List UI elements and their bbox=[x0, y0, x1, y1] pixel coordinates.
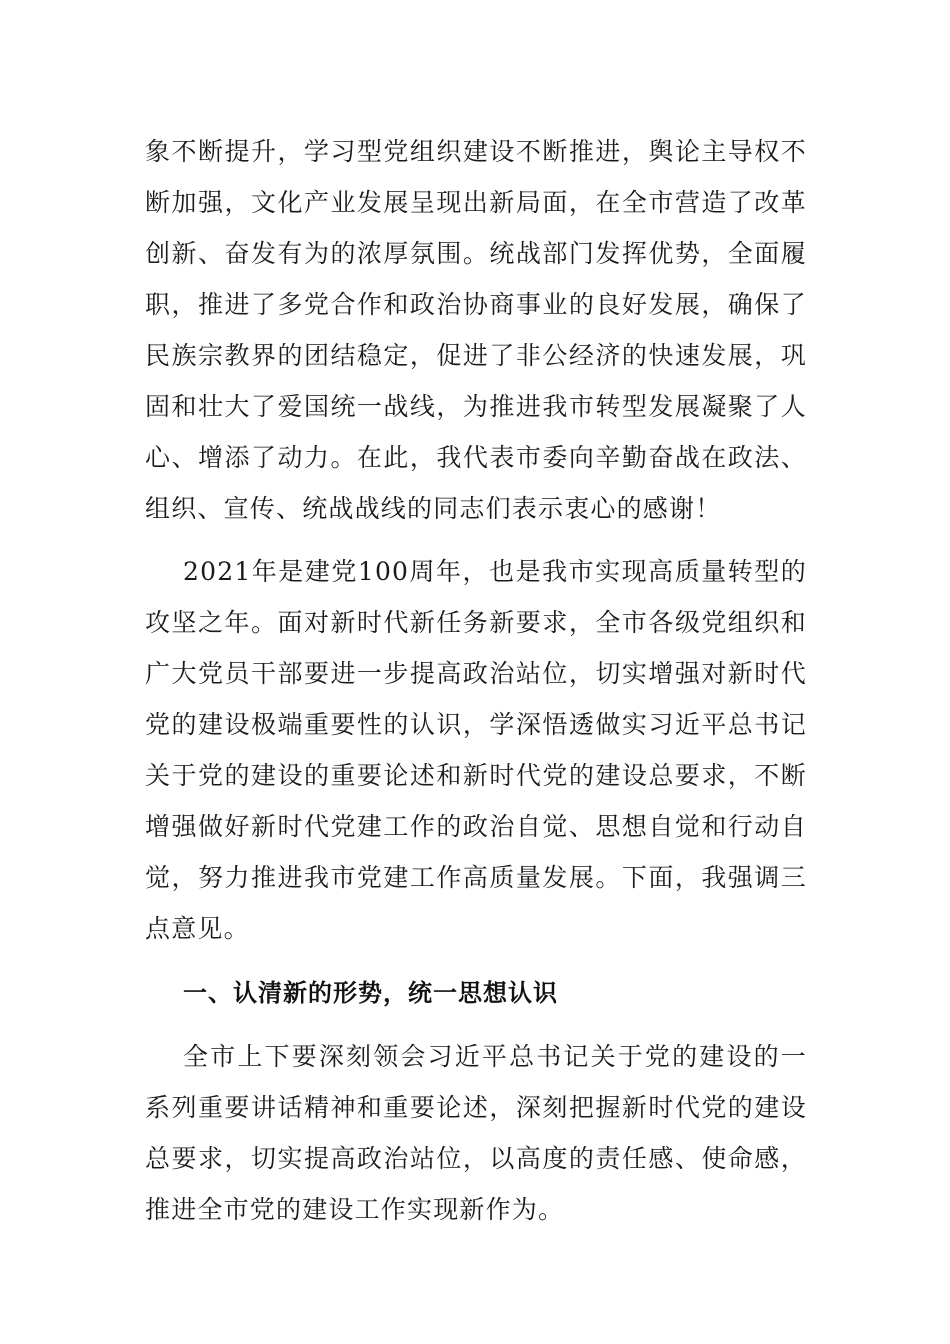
section-heading-one: 一、认清新的形势，统一思想认识 bbox=[183, 979, 558, 1007]
section-one-paragraph: 全市上下要深刻领会习近平总书记关于党的建设的一系列重要讲话精神和重要论述，深刻把握新时代党的建设总要求，切实提高政治站位，以高度的责任感、使命感，推进全市党的建设工作实现新作为。 bbox=[145, 1042, 807, 1224]
paragraph-2021-overview: 2021年是建党100周年，也是我市实现高质量转型的攻坚之年。面对新时代新任务新要求，全市各级党组织和广大党员干部要进一步提高政治站位，切实增强对新时代党的建设极端重要性的认识，学深悟透做实习近平总书记关于党的建设的重要论述和新时代党的建设总要求，不断增强做好新时代党建工作的政治自觉、思想自觉和行动自觉，努力推进我市党建工作高质量发展。下面，我强调三点意见。 bbox=[145, 557, 807, 943]
document-body bbox=[145, 126, 807, 1235]
paragraph-continuation: 象不断提升，学习型党组织建设不断推进，舆论主导权不断加强，文化产业发展呈现出新局面，在全市营造了改革创新、奋发有为的浓厚氛围。统战部门发挥优势，全面履职，推进了多党合作和政治协商事业的良好发展，确保了民族宗教界的团结稳定，促进了非公经济的快速发展，巩固和壮大了爱国统一战线，为推进我市转型发展凝聚了人心、增添了动力。在此，我代表市委向辛勤奋战在政法、组织、宣传、统战战线的同志们表示衷心的感谢！ bbox=[145, 137, 807, 523]
